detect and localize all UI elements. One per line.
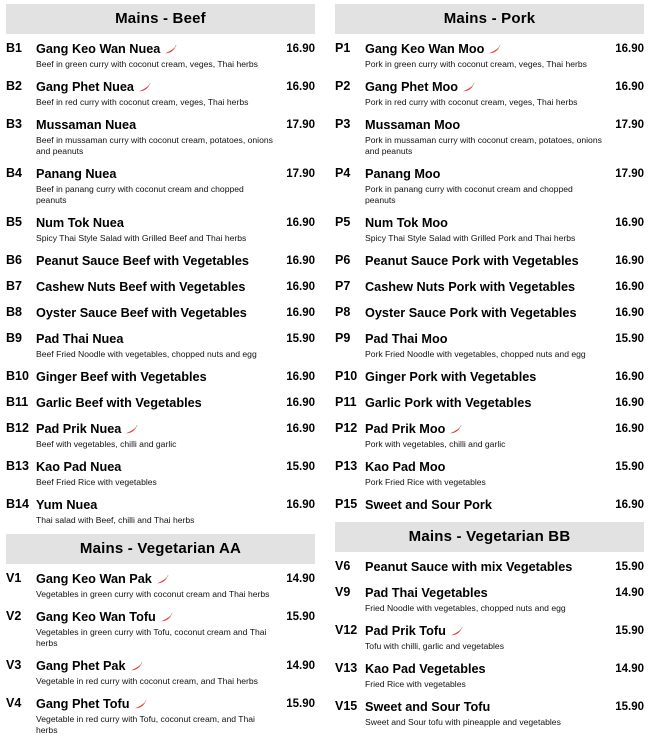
menu-item (335, 78, 644, 108)
menu-item-body (365, 252, 606, 270)
menu-item-price: 16.90 (286, 397, 315, 409)
menu-item-body (36, 40, 277, 70)
menu-item-name: Garlic Pork with Vegetables (365, 396, 532, 410)
menu-item-name: Peanut Sauce Pork with Vegetables (365, 254, 579, 268)
menu-item-name: Ginger Beef with Vegetables (36, 370, 207, 384)
menu-item (6, 394, 315, 412)
menu-item-body (365, 304, 606, 322)
menu-item-code: V12 (335, 623, 358, 637)
menu-item-body (365, 116, 606, 157)
menu-item (335, 165, 644, 206)
menu-item-description: Beef in panang curry with coconut cream and chopped peanuts (36, 184, 244, 205)
menu-item-body (36, 330, 277, 360)
menu-item (335, 278, 644, 296)
chili-icon (164, 45, 177, 54)
menu-item-body (36, 304, 277, 322)
menu-item-code: P2 (335, 79, 351, 93)
menu-item-price: 15.90 (286, 698, 315, 710)
menu-item-code: B12 (6, 421, 29, 435)
menu-item-body (365, 496, 606, 514)
menu-item-name-row (365, 330, 602, 348)
section-header: Mains - Vegetarian AA (6, 534, 315, 564)
menu-item-price: 16.90 (615, 499, 644, 511)
menu-item-code: V9 (335, 585, 351, 599)
menu-item-price: 16.90 (286, 371, 315, 383)
menu-item-price: 16.90 (615, 81, 644, 93)
menu-item-name: Oyster Sauce Beef with Vegetables (36, 306, 247, 320)
menu-item-name-row (365, 214, 602, 232)
menu-item-price: 15.90 (615, 701, 644, 713)
menu-item-description: Vegetables in green curry with coconut cream and Thai herbs (36, 589, 270, 599)
menu-item-code: P9 (335, 331, 351, 345)
menu-item-code: P4 (335, 166, 351, 180)
menu-item-name: Oyster Sauce Pork with Vegetables (365, 306, 577, 320)
menu-item-name: Kao Pad Vegetables (365, 662, 486, 676)
menu-item (6, 304, 315, 322)
menu-item-code: P5 (335, 215, 351, 229)
menu-item-name: Peanut Sauce Beef with Vegetables (36, 254, 249, 268)
menu-item-name-row (365, 420, 602, 438)
menu-item (6, 420, 315, 450)
menu-item-body (36, 278, 277, 296)
menu-item-description: Pork in green curry with coconut cream, veges, Thai herbs (365, 59, 587, 69)
chili-icon (160, 613, 173, 622)
menu-item-name: Gang Phet Moo (365, 80, 459, 94)
menu-item-name: Peanut Sauce with mix Vegetables (365, 560, 573, 574)
menu-item-body (365, 558, 606, 576)
menu-item-description: Spicy Thai Style Salad with Grilled Beef and Thai herbs (36, 233, 247, 243)
menu-item (6, 214, 315, 244)
menu-item-body (36, 420, 277, 450)
menu-item-code: B1 (6, 41, 22, 55)
menu-item (335, 116, 644, 157)
menu-item-name-row (365, 622, 602, 640)
menu-item-body (365, 420, 606, 450)
menu-item-body (365, 698, 606, 728)
menu-item-price: 16.90 (615, 307, 644, 319)
menu-item-body (36, 394, 277, 412)
menu-item-code: P7 (335, 279, 351, 293)
menu-item (335, 40, 644, 70)
menu-item (6, 278, 315, 296)
menu-item (335, 584, 644, 614)
menu-item-code: P1 (335, 41, 351, 55)
menu-item-price: 16.90 (286, 217, 315, 229)
menu-item-code: P8 (335, 305, 351, 319)
menu-item-name: Pad Prik Moo (365, 422, 446, 436)
menu-item-body (36, 78, 277, 108)
menu-item-description: Beef Fried Rice with vegetables (36, 477, 157, 487)
chili-icon (462, 83, 475, 92)
menu-item-price: 16.90 (286, 307, 315, 319)
menu-item-name: Gang Phet Nuea (36, 80, 134, 94)
menu-item-price: 16.90 (615, 371, 644, 383)
menu-item-description: Fried Rice with vegetables (365, 679, 466, 689)
menu-item (6, 657, 315, 687)
chili-icon (125, 425, 138, 434)
menu-item-description: Pork in mussaman curry with coconut cream, potatoes, onions and peanuts (365, 135, 602, 156)
menu-item (6, 252, 315, 270)
menu-item (335, 252, 644, 270)
menu-item-price: 15.90 (286, 461, 315, 473)
menu-item-name-row (36, 420, 273, 438)
menu-item-code: V2 (6, 609, 22, 623)
menu-item-price: 16.90 (286, 499, 315, 511)
menu-item-code: V3 (6, 658, 22, 672)
menu-item-body (365, 278, 606, 296)
menu-item-price: 15.90 (615, 461, 644, 473)
chili-icon (449, 425, 462, 434)
menu-item-price: 14.90 (615, 663, 644, 675)
menu-item-name: Pad Thai Nuea (36, 332, 124, 346)
menu-item-price: 16.90 (286, 81, 315, 93)
menu-item-name: Yum Nuea (36, 498, 98, 512)
menu-item-description: Spicy Thai Style Salad with Grilled Pork and Thai herbs (365, 233, 576, 243)
menu-item-name-row (365, 278, 602, 296)
menu-item-price: 16.90 (615, 43, 644, 55)
menu-item-description: Vegetables in green curry with Tofu, coconut cream and Thai herbs (36, 627, 267, 648)
menu-item-code: B13 (6, 459, 29, 473)
menu-item-description: Beef Fried Noodle with vegetables, chopped nuts and egg (36, 349, 257, 359)
menu-item-code: B10 (6, 369, 29, 383)
menu-item-code: B14 (6, 497, 29, 511)
menu-item (6, 458, 315, 488)
menu-item-name: Kao Pad Nuea (36, 460, 122, 474)
section-header: Mains - Vegetarian BB (335, 522, 644, 552)
menu-item-body (36, 496, 277, 526)
menu-item-name: Cashew Nuts Pork with Vegetables (365, 280, 576, 294)
menu-item-name: Gang Keo Wan Tofu (36, 610, 156, 624)
menu-item-name: Num Tok Nuea (36, 216, 124, 230)
menu-item-description: Vegetable in red curry with Tofu, coconut cream, and Thai herbs (36, 714, 255, 735)
menu-item-price: 14.90 (286, 573, 315, 585)
menu-item-price: 15.90 (615, 561, 644, 573)
menu-item (6, 40, 315, 70)
menu-item-name-row (36, 278, 273, 296)
menu-item (6, 165, 315, 206)
section-header: Mains - Pork (335, 4, 644, 34)
menu-item-description: Pork Fried Noodle with vegetables, chopped nuts and egg (365, 349, 586, 359)
menu-item-description: Pork in panang curry with coconut cream and chopped peanuts (365, 184, 573, 205)
menu-item (6, 570, 315, 600)
menu-item (6, 496, 315, 526)
menu-item (6, 695, 315, 736)
menu-item-name: Sweet and Sour Pork (365, 498, 492, 512)
menu-item-code: P13 (335, 459, 358, 473)
menu-item-name-row (36, 608, 273, 626)
menu-item-name: Pad Thai Vegetables (365, 586, 488, 600)
menu-item-name-row (36, 78, 273, 96)
chili-icon (130, 662, 143, 671)
menu-item-body (365, 214, 606, 244)
menu-item-price: 14.90 (615, 587, 644, 599)
menu-item-description: Beef in green curry with coconut cream, veges, Thai herbs (36, 59, 258, 69)
menu-item-body (365, 368, 606, 386)
menu-item-price: 15.90 (286, 333, 315, 345)
menu-item-name-row (365, 458, 602, 476)
menu-column-right (325, 0, 650, 727)
menu-item-code: B3 (6, 117, 22, 131)
menu-item-code: B6 (6, 253, 22, 267)
menu-item (6, 330, 315, 360)
menu-item-body (36, 570, 277, 600)
menu-item (335, 304, 644, 322)
menu-item-name: Ginger Pork with Vegetables (365, 370, 537, 384)
menu-item-name-row (36, 116, 273, 134)
menu-item-name-row (36, 657, 273, 675)
menu-item-price: 15.90 (615, 333, 644, 345)
menu-item-code: B11 (6, 395, 29, 409)
menu-item-name: Panang Nuea (36, 167, 117, 181)
menu-item-code: P11 (335, 395, 357, 409)
menu-item-body (365, 458, 606, 488)
menu-item-name-row (36, 330, 273, 348)
menu-item (335, 558, 644, 576)
menu-item-name-row (36, 368, 273, 386)
menu-item-name-row (365, 496, 602, 514)
menu-item-name-row (36, 394, 273, 412)
menu-item-name: Pad Prik Tofu (365, 624, 446, 638)
menu-item-name: Gang Phet Tofu (36, 697, 130, 711)
menu-item-code: B7 (6, 279, 22, 293)
menu-item-body (36, 458, 277, 488)
menu-item-name: Gang Keo Wan Moo (365, 42, 485, 56)
menu-item-code: V6 (335, 559, 351, 573)
section-header: Mains - Beef (6, 4, 315, 34)
chili-icon (450, 627, 463, 636)
menu-item-price: 16.90 (615, 397, 644, 409)
menu-item (6, 368, 315, 386)
menu-item-name: Mussaman Moo (365, 118, 461, 132)
menu-item-name-row (36, 214, 273, 232)
menu-item-name-row (36, 252, 273, 270)
menu-item-name: Panang Moo (365, 167, 441, 181)
menu-item (335, 622, 644, 652)
menu-item-name-row (36, 695, 273, 713)
menu-item-body (36, 214, 277, 244)
menu-item-name: Kao Pad Moo (365, 460, 446, 474)
menu-item-description: Pork Fried Rice with vegetables (365, 477, 486, 487)
menu-item-name: Garlic Beef with Vegetables (36, 396, 202, 410)
menu-item-name-row (365, 40, 602, 58)
menu-item-body (365, 330, 606, 360)
menu-item (335, 420, 644, 450)
menu-item (335, 458, 644, 488)
menu-item-code: V1 (6, 571, 22, 585)
menu-item-body (36, 657, 277, 687)
menu-item-description: Vegetable in red curry with coconut cream, and Thai herbs (36, 676, 258, 686)
menu-item-price: 15.90 (286, 611, 315, 623)
menu-item-body (36, 116, 277, 157)
menu-item-description: Beef in mussaman curry with coconut cream, potatoes, onions and peanuts (36, 135, 273, 156)
chili-icon (156, 575, 169, 584)
menu-item-body (365, 394, 606, 412)
menu-item-code: P10 (335, 369, 358, 383)
menu-item-name: Gang Phet Pak (36, 659, 126, 673)
menu-item-name-row (36, 570, 273, 588)
menu-item-description: Fried Noodle with vegetables, chopped nuts and egg (365, 603, 566, 613)
menu-item-price: 16.90 (286, 423, 315, 435)
menu-item-description: Beef in red curry with coconut cream, veges, Thai herbs (36, 97, 249, 107)
menu-item (335, 394, 644, 412)
menu-item-code: V15 (335, 699, 358, 713)
menu-item-body (365, 78, 606, 108)
menu-item-price: 16.90 (615, 281, 644, 293)
menu-item-price: 15.90 (615, 625, 644, 637)
menu-item-name-row (365, 304, 602, 322)
menu-item (335, 368, 644, 386)
menu-item-name-row (365, 660, 602, 678)
menu-item-code: B8 (6, 305, 22, 319)
menu-item-name-row (36, 458, 273, 476)
menu-item-code: V4 (6, 696, 22, 710)
menu-item-body (365, 40, 606, 70)
menu-item-body (36, 608, 277, 649)
menu-item-name-row (365, 116, 602, 134)
menu-item-description: Tofu with chilli, garlic and vegetables (365, 641, 505, 651)
menu-item-name-row (365, 698, 602, 716)
menu-item-code: P15 (335, 497, 358, 511)
menu-item (335, 214, 644, 244)
menu-item-price: 16.90 (286, 255, 315, 267)
menu-item-price: 16.90 (615, 217, 644, 229)
menu-item-code: P3 (335, 117, 351, 131)
menu-item-name-row (36, 165, 273, 183)
menu-item (335, 330, 644, 360)
menu-item-price: 16.90 (615, 423, 644, 435)
menu-item-name: Sweet and Sour Tofu (365, 700, 491, 714)
chili-icon (488, 45, 501, 54)
chili-icon (138, 83, 151, 92)
menu-item (6, 116, 315, 157)
menu-item-description: Beef with vegetables, chilli and garlic (36, 439, 177, 449)
menu-item-price: 16.90 (286, 43, 315, 55)
menu-item-code: P12 (335, 421, 358, 435)
menu-item-name-row (365, 584, 602, 602)
menu-item-code: B4 (6, 166, 22, 180)
menu-item-name-row (36, 40, 273, 58)
menu-item-name-row (365, 252, 602, 270)
menu-item-name-row (365, 368, 602, 386)
menu-item (335, 496, 644, 514)
menu-item-name-row (365, 165, 602, 183)
menu-item-code: B9 (6, 331, 22, 345)
menu-item-name-row (365, 558, 602, 576)
menu-item (335, 698, 644, 728)
menu-item-price: 17.90 (286, 119, 315, 131)
menu-item-name: Cashew Nuts Beef with Vegetables (36, 280, 246, 294)
menu-item-price: 17.90 (615, 119, 644, 131)
menu-item-body (365, 584, 606, 614)
menu-item-name-row (365, 394, 602, 412)
menu-item-body (365, 622, 606, 652)
menu-item-description: Thai salad with Beef, chilli and Thai herbs (36, 515, 195, 525)
menu-item-code: V13 (335, 661, 358, 675)
menu-item-body (365, 165, 606, 206)
menu-item-name: Num Tok Moo (365, 216, 448, 230)
menu-item-price: 16.90 (615, 255, 644, 267)
menu-item-name-row (365, 78, 602, 96)
menu-item-name: Pad Prik Nuea (36, 422, 122, 436)
menu-item-description: Pork in red curry with coconut cream, veges, Thai herbs (365, 97, 578, 107)
menu-item-body (36, 368, 277, 386)
menu-item-code: B2 (6, 79, 22, 93)
menu-item (6, 608, 315, 649)
menu-item-body (36, 695, 277, 736)
menu-item-code: P6 (335, 253, 351, 267)
menu-item-price: 14.90 (286, 660, 315, 672)
menu-column-left (0, 0, 325, 735)
menu-item-description: Pork with vegetables, chilli and garlic (365, 439, 506, 449)
menu-item-name: Mussaman Nuea (36, 118, 137, 132)
menu-item-code: B5 (6, 215, 22, 229)
menu-item (6, 78, 315, 108)
menu-item (335, 660, 644, 690)
menu-item-name-row (36, 304, 273, 322)
menu-item-body (36, 165, 277, 206)
menu-item-name: Gang Keo Wan Nuea (36, 42, 161, 56)
menu-item-price: 16.90 (286, 281, 315, 293)
menu-item-price: 17.90 (286, 168, 315, 180)
menu-item-body (365, 660, 606, 690)
menu-item-body (36, 252, 277, 270)
menu-item-name: Pad Thai Moo (365, 332, 448, 346)
menu-item-description: Sweet and Sour tofu with pineapple and vegetables (365, 717, 561, 727)
menu-item-name-row (36, 496, 273, 514)
chili-icon (134, 700, 147, 709)
menu-item-name: Gang Keo Wan Pak (36, 572, 152, 586)
menu-item-price: 17.90 (615, 168, 644, 180)
